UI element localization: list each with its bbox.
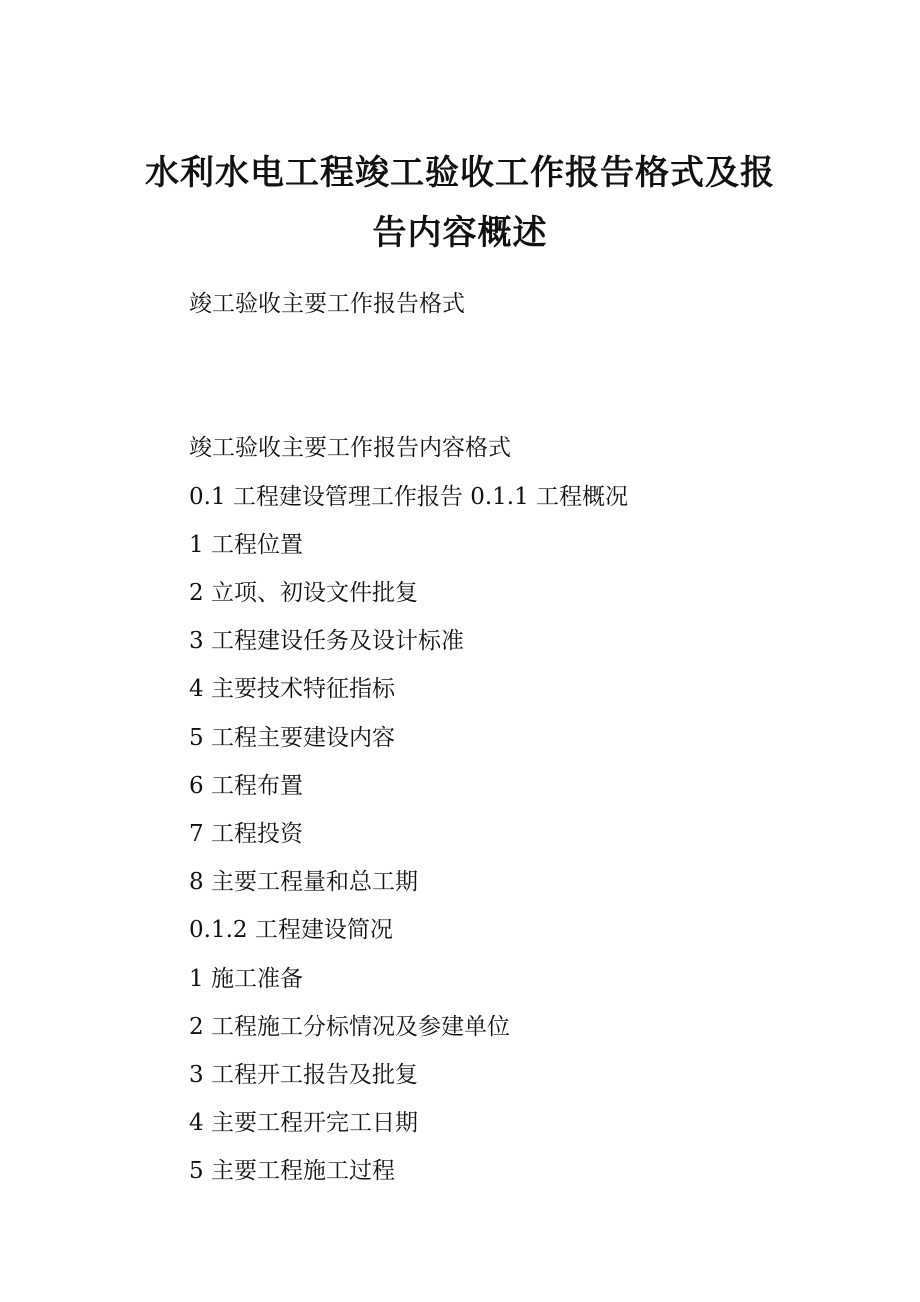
outline-item: 4 主要技术特征指标 — [189, 676, 395, 702]
outline-item: 0.1.2 工程建设简况 — [189, 917, 393, 943]
outline-item: 3 工程建设任务及设计标准 — [189, 628, 464, 654]
outline-item: 5 主要工程施工过程 — [189, 1158, 395, 1184]
document-title-line-1: 水利水电工程竣工验收工作报告格式及报 — [145, 153, 775, 193]
outline-item: 0.1 工程建设管理工作报告 0.1.1 工程概况 — [189, 484, 629, 510]
document-title-line-2: 告内容概述 — [372, 213, 548, 253]
section-heading-format: 竣工验收主要工作报告格式 — [189, 291, 465, 317]
outline-item: 2 立项、初设文件批复 — [189, 580, 418, 606]
outline-item: 1 工程位置 — [189, 532, 303, 558]
outline-item: 4 主要工程开完工日期 — [189, 1110, 418, 1136]
outline-item: 1 施工准备 — [189, 966, 303, 992]
section-heading-content: 竣工验收主要工作报告内容格式 — [189, 435, 511, 461]
outline-item: 5 工程主要建设内容 — [189, 725, 395, 751]
outline-item: 7 工程投资 — [189, 821, 303, 847]
outline-item: 2 工程施工分标情况及参建单位 — [189, 1014, 510, 1040]
outline-item: 8 主要工程量和总工期 — [189, 869, 418, 895]
outline-item: 3 工程开工报告及批复 — [189, 1062, 418, 1088]
outline-item: 6 工程布置 — [189, 773, 303, 799]
